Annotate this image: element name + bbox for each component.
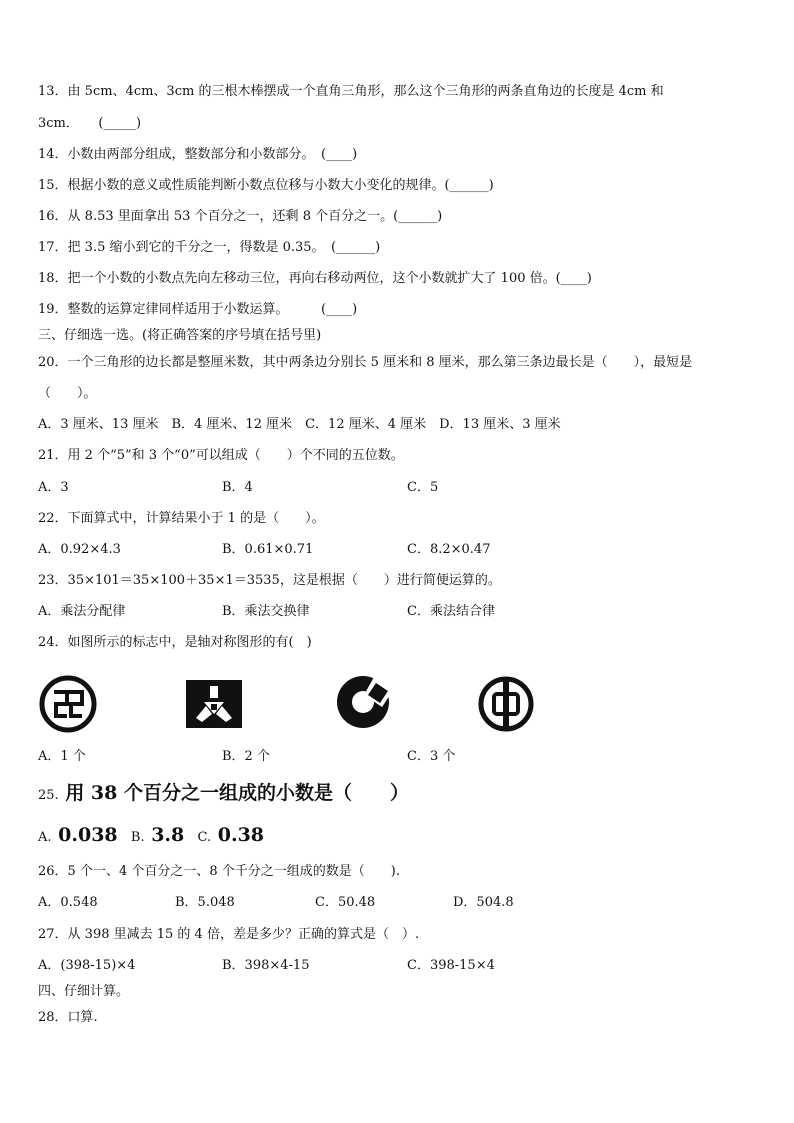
question-26-option-c: C．50.48 <box>315 895 376 910</box>
question-25-option-b: 3.8 <box>151 824 185 846</box>
question-14: 14．小数由两部分组成，整数部分和小数部分。 (____) <box>38 147 358 162</box>
question-23-option-a: A．乘法分配律 <box>38 604 126 619</box>
question-25-number: 25. <box>38 788 59 803</box>
question-23: 23．35×101＝35×100＋35×1＝3535，这是根据（ ）进行简便运算的。 <box>38 573 501 588</box>
question-25-option-a-label: A. <box>38 830 52 845</box>
question-16: 16．从 8.53 里面拿出 53 个百分之一，还剩 8 个百分之一。(______) <box>38 209 443 224</box>
section-4-heading: 四、仔细计算。 <box>38 984 130 999</box>
question-22-option-b: B．0.61×0.71 <box>222 542 314 557</box>
question-22-option-a: A．0.92×4.3 <box>38 542 121 557</box>
question-21-option-c: C．5 <box>407 480 439 495</box>
question-25-text: 用 38 个百分之一组成的小数是（ ） <box>65 782 409 804</box>
question-25-option-a: 0.038 <box>58 824 118 846</box>
question-24-option-a: A．1 个 <box>38 749 86 764</box>
question-26-option-a: A．0.548 <box>38 895 98 910</box>
question-26-option-d: D．504.8 <box>453 895 514 910</box>
logo-bank-of-china-icon <box>476 674 536 734</box>
question-21-option-b: B．4 <box>222 480 253 495</box>
question-13-line1: 13．由 5cm、4cm、3cm 的三根木棒摆成一个直角三角形，那么这个三角形的两条直角边的长度是 4cm 和 <box>38 84 664 99</box>
question-27: 27．从 398 里减去 15 的 4 倍，差是多少？正确的算式是（ ）. <box>38 927 420 942</box>
question-24: 24．如图所示的标志中，是轴对称图形的有( ) <box>38 635 312 650</box>
question-21: 21．用 2 个“5”和 3 个“0”可以组成（ ）个不同的五位数。 <box>38 448 404 463</box>
question-26: 26．5 个一、4 个百分之一、8 个千分之一组成的数是（ ). <box>38 864 400 879</box>
question-27-option-c: C．398-15×4 <box>407 958 495 973</box>
logo-icbc-icon <box>38 674 98 734</box>
question-18: 18．把一个小数的小数点先向左移动三位，再向右移动两位，这个小数就扩大了 100 倍。(____) <box>38 271 592 286</box>
question-27-option-a: A．(398-15)×4 <box>38 958 136 973</box>
question-13-line2: 3cm． (_____) <box>38 116 142 131</box>
question-21-option-a: A．3 <box>38 480 69 495</box>
section-3-heading: 三、仔细选一选。(将正确答案的序号填在括号里) <box>38 328 322 343</box>
logo-bank-of-communications-icon <box>334 673 396 729</box>
question-20-options: A．3 厘米、13 厘米 B．4 厘米、12 厘米 C．12 厘米、4 厘米 D．13 厘米、3 厘米 <box>38 417 561 432</box>
question-22: 22．下面算式中，计算结果小于 1 的是（ ）。 <box>38 511 325 526</box>
question-24-option-c: C．3 个 <box>407 749 456 764</box>
question-22-option-c: C．8.2×0.47 <box>407 542 491 557</box>
question-20-line2: （ ）。 <box>38 386 97 401</box>
question-24-option-b: B．2 个 <box>222 749 270 764</box>
question-25-options <box>38 824 264 849</box>
logo-ccb-icon <box>186 680 242 728</box>
question-19: 19．整数的运算定律同样适用于小数运算。 (____) <box>38 302 358 317</box>
question-17: 17．把 3.5 缩小到它的千分之一，得数是 0.35。 (______) <box>38 240 381 255</box>
question-25-option-c-label: C. <box>197 830 212 845</box>
question-28: 28．口算. <box>38 1010 98 1025</box>
question-20-line1: 20．一个三角形的边长都是整厘米数，其中两条边分别长 5 厘米和 8 厘米，那么第三条边最长是（ ），最短是 <box>38 355 693 370</box>
question-27-option-b: B．398×4-15 <box>222 958 310 973</box>
question-26-option-b: B．5.048 <box>175 895 235 910</box>
question-23-option-c: C．乘法结合律 <box>407 604 495 619</box>
question-25-option-b-label: B. <box>130 830 145 845</box>
question-23-option-b: B．乘法交换律 <box>222 604 310 619</box>
question-15: 15．根据小数的意义或性质能判断小数点位移与小数大小变化的规律。(______) <box>38 178 494 193</box>
question-25 <box>38 782 409 807</box>
question-25-option-c: 0.38 <box>217 824 265 846</box>
